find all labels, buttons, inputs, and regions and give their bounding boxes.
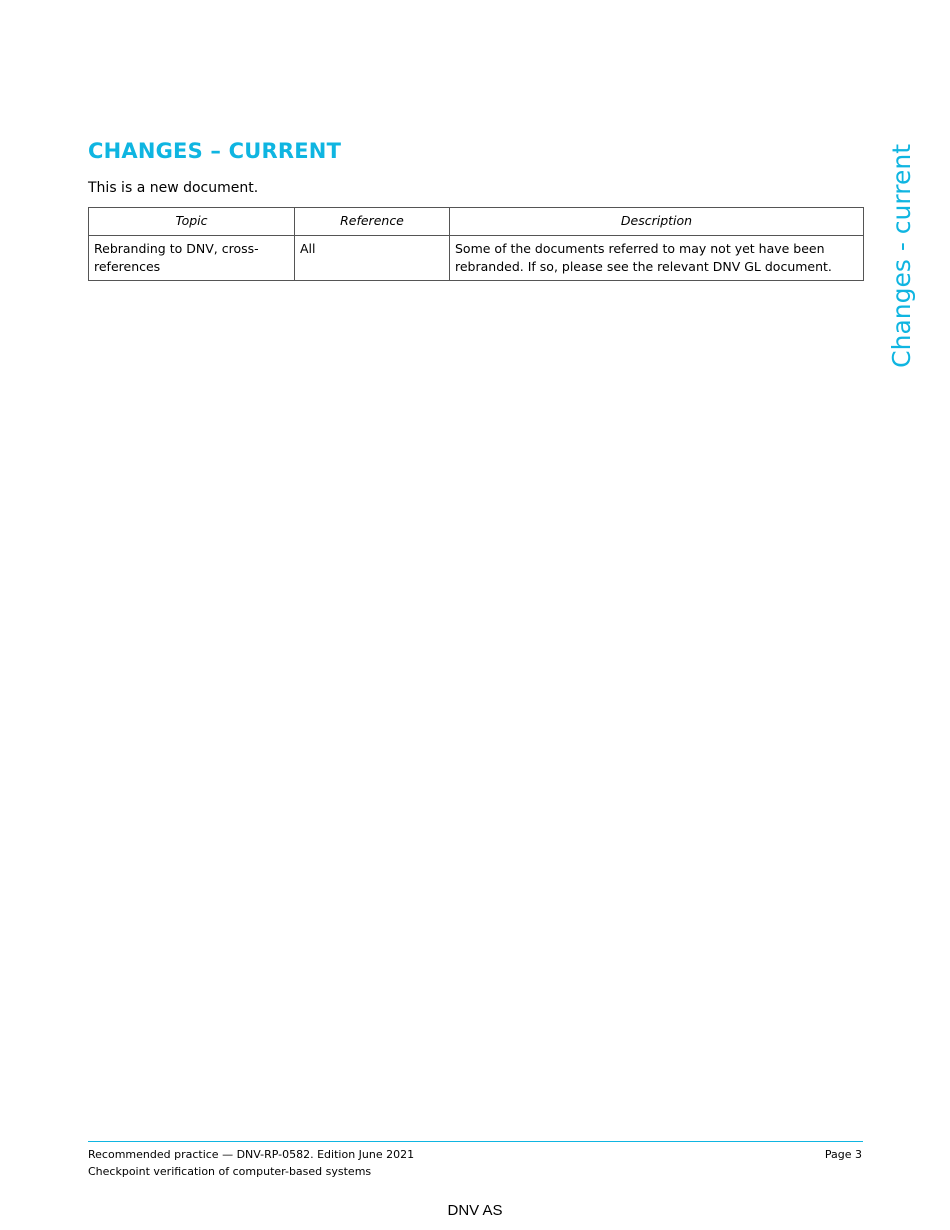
footer-document-title: Recommended practice — DNV-RP-0582. Edition June 2021 bbox=[88, 1148, 415, 1161]
intro-text: This is a new document. bbox=[88, 180, 259, 196]
changes-table bbox=[88, 207, 864, 281]
table-row bbox=[89, 236, 864, 281]
table-header-row bbox=[89, 208, 864, 236]
footer-document-info bbox=[88, 1146, 414, 1180]
column-header-reference: Reference bbox=[295, 208, 450, 236]
cell-reference: All bbox=[295, 236, 450, 281]
side-section-label: Changes - current bbox=[887, 144, 916, 368]
cell-topic: Rebranding to DNV, cross-references bbox=[89, 236, 295, 281]
side-section-tab bbox=[882, 144, 922, 372]
column-header-topic: Topic bbox=[89, 208, 295, 236]
page-title: CHANGES – CURRENT bbox=[88, 139, 342, 163]
footer-document-subtitle: Checkpoint verification of computer-based systems bbox=[88, 1165, 372, 1178]
column-header-description: Description bbox=[450, 208, 864, 236]
footer-divider bbox=[88, 1141, 863, 1142]
cell-description: Some of the documents referred to may not yet have been rebranded. If so, please see the relevant DNV GL document. bbox=[450, 236, 864, 281]
company-name: DNV AS bbox=[447, 1202, 503, 1219]
page-number: Page 3 bbox=[824, 1148, 862, 1161]
